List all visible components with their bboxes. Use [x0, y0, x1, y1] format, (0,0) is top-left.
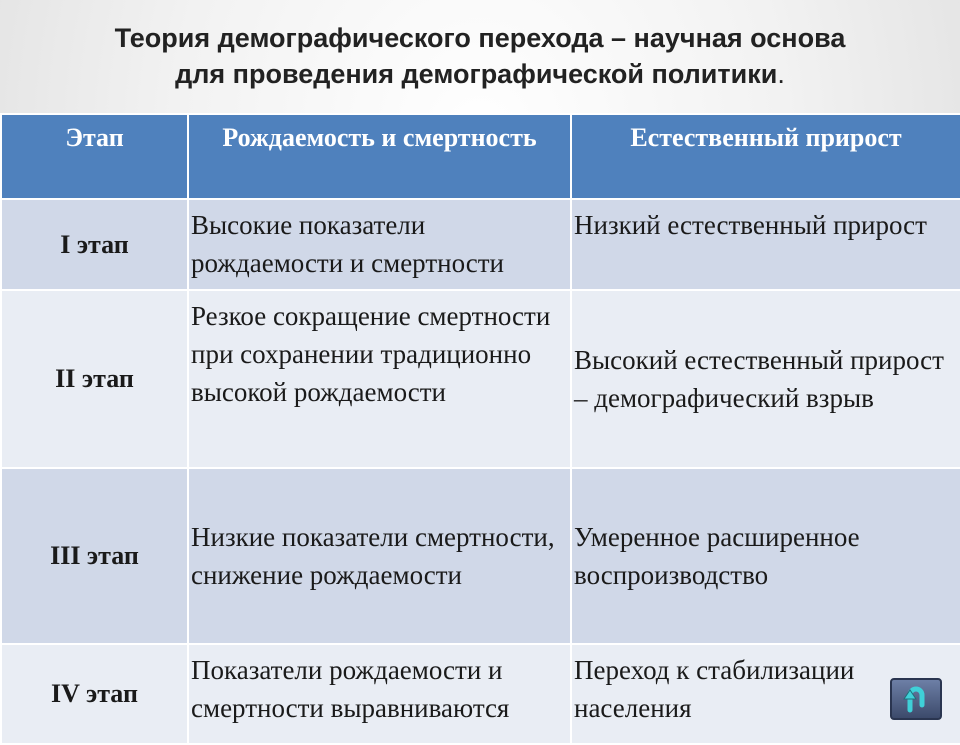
table-row: [1, 290, 960, 468]
u-turn-return-icon: [901, 684, 931, 714]
birth-death-cell: Резкое сокращение смертности при сохранении традиционно высокой рождаемости: [188, 290, 571, 468]
birth-death-cell: Низкие показатели смертности, снижение рождаемости: [188, 468, 571, 644]
title-line-1: Теория демографического перехода – научная основа: [114, 23, 846, 53]
table-header-row: [1, 114, 960, 199]
natural-growth-cell: Переход к стабилизации населения: [571, 644, 960, 744]
return-nav-button[interactable]: [890, 678, 942, 720]
title-line-2: для проведения демографической политики: [175, 59, 778, 89]
stage-cell: II этап: [1, 290, 188, 468]
demographic-transition-table: [0, 113, 960, 745]
stage-cell: IV этап: [1, 644, 188, 744]
slide-title: [0, 0, 960, 112]
title-line-2-wrap: [175, 56, 785, 92]
natural-growth-cell: Низкий естественный прирост: [571, 199, 960, 290]
natural-growth-cell: Умеренное расширенное воспроизводство: [571, 468, 960, 644]
stage-cell: III этап: [1, 468, 188, 644]
birth-death-cell: Показатели рождаемости и смертности выравниваются: [188, 644, 571, 744]
table-row: [1, 468, 960, 644]
title-period: .: [777, 59, 785, 89]
table-row: [1, 199, 960, 290]
header-stage: Этап: [1, 114, 188, 199]
birth-death-cell: Высокие показатели рождаемости и смертности: [188, 199, 571, 290]
table-row: [1, 644, 960, 744]
header-birth-death: Рождаемость и смертность: [188, 114, 571, 199]
header-natural-growth: Естественный прирост: [571, 114, 960, 199]
natural-growth-cell: Высокий естественный прирост – демографический взрыв: [571, 290, 960, 468]
stage-cell: I этап: [1, 199, 188, 290]
